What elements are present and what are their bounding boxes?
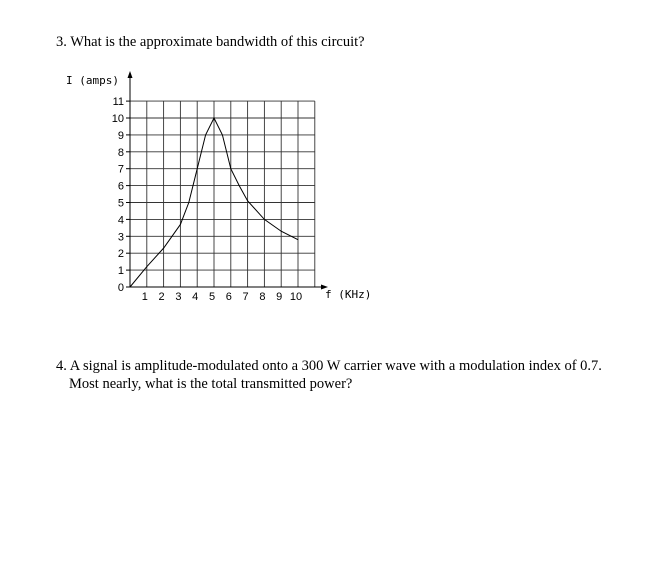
question-4 [56,357,656,393]
y-tick-label: 1 [117,265,124,278]
y-tick-labels [112,96,130,294]
question-4-number: 4. [56,358,67,374]
question-3-number: 3. [56,34,67,50]
y-tick-label: 6 [117,180,124,193]
y-axis-arrow-icon [128,71,133,78]
chart-grid [130,101,315,287]
y-tick-label: 3 [117,231,124,244]
x-tick-label: 10 [289,291,303,303]
x-tick-label: 9 [276,291,283,303]
y-tick-label: 9 [117,129,124,142]
x-tick-label: 3 [175,291,182,303]
y-tick-label: 7 [117,163,124,176]
x-tick-label: 6 [225,291,232,303]
y-tick-label: 11 [112,96,124,109]
x-tick-label: 1 [141,291,148,303]
y-axis-label: I (amps) [66,74,119,87]
y-tick-label: 8 [117,146,124,159]
y-tick-label: 5 [117,197,124,210]
y-tick-label: 0 [117,282,124,294]
x-tick-label: 8 [259,291,266,303]
x-tick-label: 4 [192,291,199,303]
x-tick-label: 5 [208,291,216,303]
x-tick-label: 2 [158,291,165,303]
y-tick-label: 4 [117,214,124,227]
y-tick-label: 2 [117,248,124,261]
question-3-text: What is the approximate bandwidth of this circuit? [70,34,365,50]
question-4-line-2: Most nearly, what is the total transmitted power? [69,376,353,392]
x-axis-label: f (KHz) [325,288,372,301]
question-4-line-1: A signal is amplitude-modulated onto a 300 W carrier wave with a modulation index of 0.7. [69,358,602,374]
y-tick-label: 10 [111,113,124,125]
x-tick-label: 7 [242,291,249,303]
x-tick-labels [142,291,302,303]
